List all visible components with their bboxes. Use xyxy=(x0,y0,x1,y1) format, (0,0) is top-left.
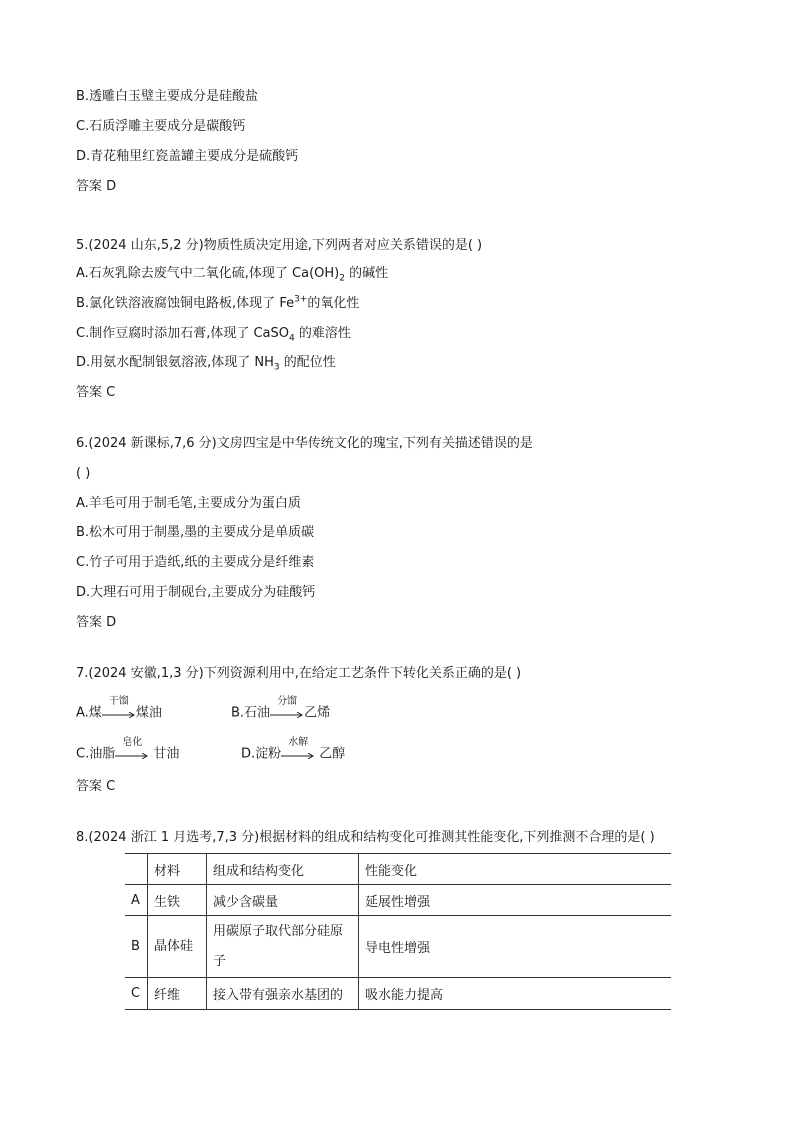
q5-answer: 答案 C xyxy=(76,385,116,400)
q6-option-a: A.羊毛可用于制毛笔,主要成分为蛋白质 xyxy=(76,496,301,511)
q7-option-d: D.淀粉 水解 乙醇 xyxy=(241,737,346,762)
table-cell: C xyxy=(131,986,141,1001)
q4-option-b: B.透雕白玉璧主要成分是硅酸盐 xyxy=(76,89,259,104)
q6-paren: ( ) xyxy=(76,466,91,481)
q4-answer: 答案 D xyxy=(76,179,117,194)
q7-answer: 答案 C xyxy=(76,779,116,794)
table-header-cell: 材料 xyxy=(148,854,207,885)
q5-option-d: D.用氨水配制银氨溶液,体现了 $NH_3$ 的配位性 xyxy=(76,355,336,373)
q5-option-a: A.石灰乳除去废气中二氧化硫,体现了 $Ca(OH)_2$ 的碱性 xyxy=(76,266,389,284)
reaction-arrow-icon: 干馏 xyxy=(102,704,136,722)
q6-answer: 答案 D xyxy=(76,615,117,630)
table-header-cell xyxy=(125,854,148,885)
q8-table xyxy=(125,853,671,1010)
table-cell: 吸水能力提高 xyxy=(359,978,672,1010)
q7-option-c: C.油脂 皂化 甘油 xyxy=(76,737,180,762)
q7-option-a: A.煤 干馏 煤油 xyxy=(76,696,162,721)
q4-option-d: D.青花釉里红瓷盖罐主要成分是硫酸钙 xyxy=(76,149,299,164)
q6-option-d: D.大理石可用于制砚台,主要成分为硅酸钙 xyxy=(76,585,316,600)
q6-option-c: C.竹子可用于造纸,纸的主要成分是纤维素 xyxy=(76,555,315,570)
q6-option-b: B.松木可用于制墨,墨的主要成分是单质碳 xyxy=(76,525,315,540)
q5-stem: 5.(2024 山东,5,2 分)物质性质决定用途,下列两者对应关系错误的是( ) xyxy=(76,238,483,253)
table-header-row xyxy=(125,854,671,885)
table-cell: 延展性增强 xyxy=(359,885,672,916)
table-cell: 生铁 xyxy=(148,885,207,916)
q6-stem: 6.(2024 新课标,7,6 分)文房四宝是中华传统文化的瑰宝,下列有关描述错误的是 xyxy=(76,436,533,451)
table-header-cell: 组成和结构变化 xyxy=(207,854,359,885)
table-cell: A xyxy=(131,892,140,908)
table-row xyxy=(125,978,671,1010)
table-header-cell: 性能变化 xyxy=(359,854,672,885)
table-row xyxy=(125,885,671,916)
q8-stem: 8.(2024 浙江 1 月选考,7,3 分)根据材料的组成和结构变化可推测其性能变化,下列推测不合理的是( ) xyxy=(76,830,655,845)
q4-option-c: C.石质浮雕主要成分是碳酸钙 xyxy=(76,119,246,134)
table-cell: B xyxy=(131,939,140,954)
q5-option-c: C.制作豆腐时添加石膏,体现了 CaSO$_4$ 的难溶性 xyxy=(76,326,351,344)
table-cell: 晶体硅 xyxy=(148,916,207,978)
q7-option-b: B.石油 分馏 乙烯 xyxy=(231,696,331,721)
table-cell: 导电性增强 xyxy=(359,916,672,978)
table-cell: 纤维 xyxy=(148,978,207,1010)
q5-option-b: B.氯化铁溶液腐蚀铜电路板,体现了 $Fe^{3+}$的氧化性 xyxy=(76,294,360,311)
reaction-arrow-icon: 分馏 xyxy=(270,704,304,722)
table-cell: 用碳原子取代部分硅原子 xyxy=(207,916,359,978)
reaction-arrow-icon: 水解 xyxy=(281,745,315,763)
reaction-arrow-icon: 皂化 xyxy=(115,745,149,763)
table-row xyxy=(125,916,671,978)
table-cell: 接入带有强亲水基团的 xyxy=(207,978,359,1010)
table-cell: 减少含碳量 xyxy=(207,885,359,916)
q7-stem: 7.(2024 安徽,1,3 分)下列资源利用中,在给定工艺条件下转化关系正确的是( ) xyxy=(76,666,522,681)
